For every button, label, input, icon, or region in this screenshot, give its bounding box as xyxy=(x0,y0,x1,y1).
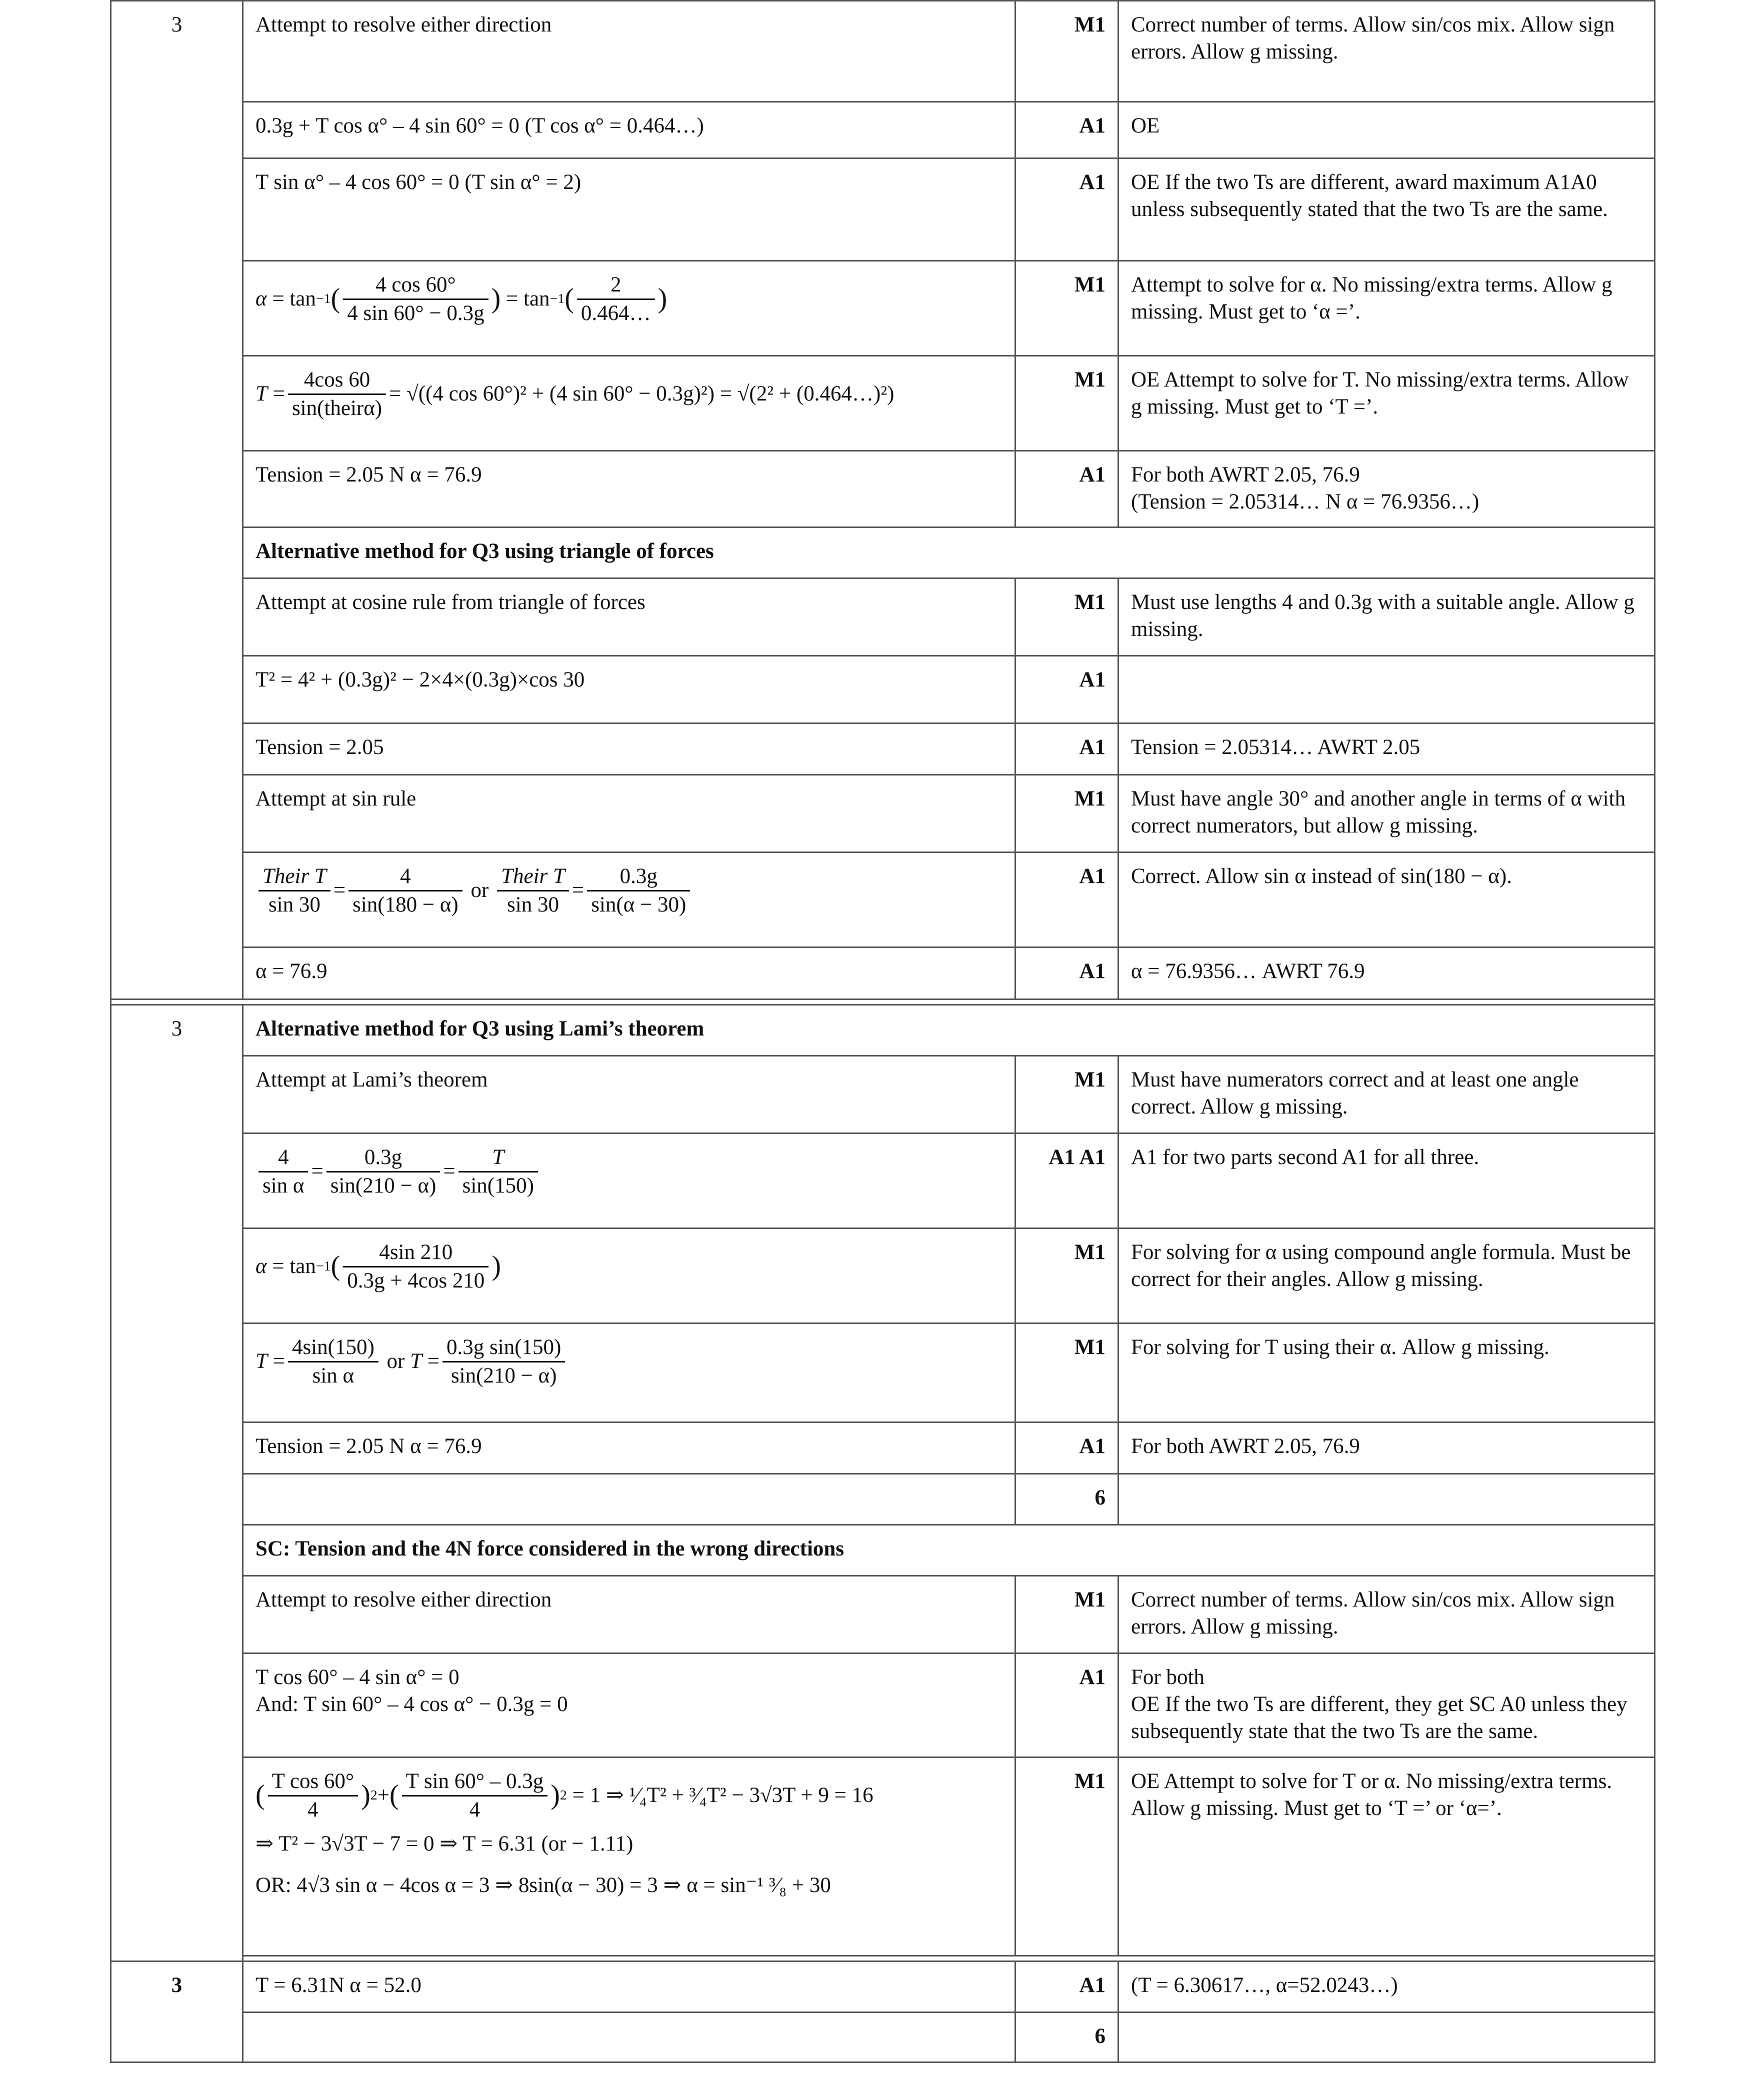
table-row xyxy=(111,1324,1655,1422)
mark-cell: A1 xyxy=(1016,451,1118,528)
table-row xyxy=(111,852,1655,948)
mark-cell: M1 xyxy=(1016,1324,1118,1422)
mark-cell: M1 xyxy=(1016,1056,1118,1134)
answer-cell xyxy=(243,1228,1016,1324)
mark-cell: A1 A1 xyxy=(1016,1134,1118,1228)
equation: $\frac{4}{\text{sin α}}$ = $\frac{0.3g}{\sin(210 - \alpha)}$ = $\frac{T}{\sin(150)}$ xyxy=(256,1144,541,1200)
answer-cell: Attempt to resolve either direction xyxy=(243,1576,1016,1654)
answer-cell xyxy=(243,102,1016,158)
section-heading: Alternative method for Q3 using triangle of forces xyxy=(243,528,1655,578)
answer-cell xyxy=(243,656,1016,724)
equation: ⇒ T² − 3√3T − 7 = 0 ⇒ T = 6.31 (or − 1.11) xyxy=(256,1832,634,1856)
mark-cell: A1 xyxy=(1016,1654,1118,1758)
guidance-cell xyxy=(1118,656,1655,724)
answer-cell: Attempt at sin rule xyxy=(243,775,1016,852)
table-row xyxy=(111,451,1655,528)
table-row xyxy=(111,1228,1655,1324)
answer-cell: Attempt at cosine rule from triangle of forces xyxy=(243,578,1016,656)
table-row xyxy=(111,356,1655,451)
table-row xyxy=(111,656,1655,724)
table-row xyxy=(111,261,1655,356)
table-row xyxy=(111,1962,1655,2012)
block-separator xyxy=(111,1956,1655,1962)
answer-cell xyxy=(243,261,1016,356)
block-separator xyxy=(111,1000,1655,1005)
answer-cell: Tension = 2.05 N α = 76.9 xyxy=(243,451,1016,528)
table-row xyxy=(111,1,1655,102)
table-row xyxy=(111,1422,1655,1474)
mark-cell: M1 xyxy=(1016,578,1118,656)
answer-cell: T = 6.31N α = 52.0 xyxy=(243,1962,1016,2012)
fraction: $\frac{2}{0.464\dots}$ xyxy=(577,272,655,327)
table-row xyxy=(111,158,1655,261)
guidance-cell xyxy=(1118,2012,1655,2062)
guidance-cell: Correct number of terms. Allow sin/cos mix. Allow sign errors. Allow g missing. xyxy=(1118,1576,1655,1654)
mark-cell: A1 xyxy=(1016,1422,1118,1474)
question-number: 3 xyxy=(111,1,243,1000)
guidance-cell: For both AWRT 2.05, 76.9 xyxy=(1118,1422,1655,1474)
equation: T = $\frac{4\cos 60}{\text{sin(theirα)}}$ = √((4 cos 60°)² + (4 sin 60° − 0.3g)²) = √(2² + (0.464…)²) xyxy=(256,366,894,422)
equation: $\frac{\text{Their T}}{\sin 30}$ = $\frac{4}{\sin(180 - \alpha)}$ or $\frac{\text{Their T}}{\sin 30}$ = $\frac{0.3g}{\sin(\alpha - 30)}$ xyxy=(256,863,693,918)
table-row xyxy=(111,1758,1655,1956)
mark-cell: M1 xyxy=(1016,775,1118,852)
mark-cell: A1 xyxy=(1016,852,1118,948)
answer-cell: α = 76.9 xyxy=(243,948,1016,1000)
answer-cell xyxy=(243,1134,1016,1228)
mark-cell: M1 xyxy=(1016,1228,1118,1324)
section-heading: Alternative method for Q3 using Lami’s theorem xyxy=(243,1005,1655,1056)
guidance-cell: Correct. Allow sin α instead of sin(180 − α). xyxy=(1118,852,1655,948)
table-row xyxy=(111,1576,1655,1654)
mark-cell: A1 xyxy=(1016,724,1118,775)
table-row xyxy=(111,775,1655,852)
guidance-cell: Tension = 2.05314… AWRT 2.05 xyxy=(1118,724,1655,775)
equation: T = $\frac{4\sin(150)}{\text{sin α}}$ or T = $\frac{\text{0.3g sin(150)}}{\sin(210 - \alpha)}$ xyxy=(256,1334,568,1390)
guidance-cell: OE If the two Ts are different, award maximum A1A0 unless subsequently stated that the two Ts are the same. xyxy=(1118,158,1655,261)
question-number: 3 xyxy=(111,1005,243,1962)
answer-cell: Tension = 2.05 N α = 76.9 xyxy=(243,1422,1016,1474)
mark-cell: A1 xyxy=(1016,948,1118,1000)
mark-cell: M1 xyxy=(1016,1576,1118,1654)
fraction: $\frac{4\cos 60}{\text{sin(theirα)}}$ xyxy=(288,366,386,422)
answer-cell xyxy=(243,1758,1016,1956)
answer-cell xyxy=(243,158,1016,261)
guidance-cell: Attempt to solve for α. No missing/extra terms. Allow g missing. Must get to ‘α =’. xyxy=(1118,261,1655,356)
answer-cell xyxy=(243,852,1016,948)
guidance-cell: For both AWRT 2.05, 76.9 (Tension = 2.05314… N α = 76.9356…) xyxy=(1118,451,1655,528)
table-row xyxy=(111,1474,1655,1525)
guidance-cell: For solving for T using their α. Allow g missing. xyxy=(1118,1324,1655,1422)
mark-cell: M1 xyxy=(1016,1,1118,102)
answer-cell xyxy=(243,1324,1016,1422)
mark-cell: A1 xyxy=(1016,158,1118,261)
table-row xyxy=(111,102,1655,158)
mark-cell: A1 xyxy=(1016,656,1118,724)
guidance-cell: For solving for α using compound angle formula. Must be correct for their angles. Allow g missing. xyxy=(1118,1228,1655,1324)
guidance-cell: Correct number of terms. Allow sin/cos mix. Allow sign errors. Allow g missing. xyxy=(1118,1,1655,102)
guidance-cell: For both OE If the two Ts are different, they get SC A0 unless they subsequently state that the two Ts are the same. xyxy=(1118,1654,1655,1758)
equation: OR: 4√3 sin α − 4cos α = 3 ⇒ 8sin(α − 30) = 3 ⇒ α = sin⁻¹ ³⁄₈ + 30 xyxy=(256,1874,831,1898)
guidance-cell: A1 for two parts second A1 for all three. xyxy=(1118,1134,1655,1228)
table-row xyxy=(111,528,1655,578)
answer-cell: Attempt to resolve either direction xyxy=(243,1,1016,102)
guidance-cell: Must have numerators correct and at least one angle correct. Allow g missing. xyxy=(1118,1056,1655,1134)
mark-cell: A1 xyxy=(1016,1962,1118,2012)
answer-cell xyxy=(243,1474,1016,1525)
mark-cell: M1 xyxy=(1016,1758,1118,1956)
answer-cell xyxy=(243,2012,1016,2062)
section-heading: SC: Tension and the 4N force considered in the wrong directions xyxy=(243,1525,1655,1576)
equation: 0.3g + T cos α° – 4 sin 60° = 0 (T cos α° = 0.464…) xyxy=(256,114,704,138)
question-number: 3 xyxy=(111,1962,243,2062)
equation: α = tan −1 ( $\frac{4 \cos 60^\circ}{4 \sin 60^\circ - 0.3g}$ ) = tan −1 ( $\frac{2}{0.464\dots}$ ) xyxy=(256,272,667,327)
mark-scheme-page xyxy=(110,0,1654,2063)
fraction: $\frac{4 \cos 60^\circ}{4 \sin 60^\circ - 0.3g}$ xyxy=(343,272,488,327)
guidance-cell: α = 76.9356… AWRT 76.9 xyxy=(1118,948,1655,1000)
table-row xyxy=(111,1654,1655,1758)
mark-cell: A1 xyxy=(1016,102,1118,158)
guidance-cell: OE Attempt to solve for T or α. No missing/extra terms. Allow g missing. Must get to ‘T =’ or ‘α=’. xyxy=(1118,1758,1655,1956)
answer-cell xyxy=(243,356,1016,451)
table-row xyxy=(111,1525,1655,1576)
mark-scheme-table xyxy=(110,0,1656,2063)
table-row xyxy=(111,1005,1655,1056)
guidance-cell: (T = 6.30617…, α=52.0243…) xyxy=(1118,1962,1655,2012)
equation: T sin α° – 4 cos 60° = 0 (T sin α° = 2) xyxy=(256,170,582,194)
answer-cell: Attempt at Lami’s theorem xyxy=(243,1056,1016,1134)
total-mark-cell: 6 xyxy=(1016,1474,1118,1525)
answer-cell: Tension = 2.05 xyxy=(243,724,1016,775)
equation: And: T sin 60° – 4 cos α° − 0.3g = 0 xyxy=(256,1692,568,1716)
table-row xyxy=(111,2012,1655,2062)
mark-cell: M1 xyxy=(1016,356,1118,451)
guidance-cell: OE Attempt to solve for T. No missing/extra terms. Allow g missing. Must get to ‘T =’. xyxy=(1118,356,1655,451)
table-row xyxy=(111,948,1655,1000)
equation: ( $\frac{\text{T cos 60°}}{4}$ ) 2 + ( $\frac{\text{T sin 60° – 0.3g}}{4}$ ) 2 = 1 ⇒ ¹⁄₄T² + ³⁄₄T² − 3√3T + 9 = 16 xyxy=(256,1768,874,1824)
equation: T cos 60° – 4 sin α° = 0 xyxy=(256,1666,460,1689)
table-row xyxy=(111,724,1655,775)
answer-cell xyxy=(243,1654,1016,1758)
mark-cell: M1 xyxy=(1016,261,1118,356)
guidance-cell xyxy=(1118,1474,1655,1525)
table-row xyxy=(111,1056,1655,1134)
equation: T² = 4² + (0.3g)² − 2×4×(0.3g)×cos 30 xyxy=(256,668,585,692)
guidance-cell: Must have angle 30° and another angle in terms of α with correct numerators, but allow g missing. xyxy=(1118,775,1655,852)
total-mark-cell: 6 xyxy=(1016,2012,1118,2062)
table-row xyxy=(111,578,1655,656)
equation: α = tan −1 ( $\frac{4\sin 210}{0.3g + 4\cos 210}$ ) xyxy=(256,1239,501,1294)
guidance-cell: OE xyxy=(1118,102,1655,158)
guidance-cell: Must use lengths 4 and 0.3g with a suitable angle. Allow g missing. xyxy=(1118,578,1655,656)
table-row xyxy=(111,1134,1655,1228)
